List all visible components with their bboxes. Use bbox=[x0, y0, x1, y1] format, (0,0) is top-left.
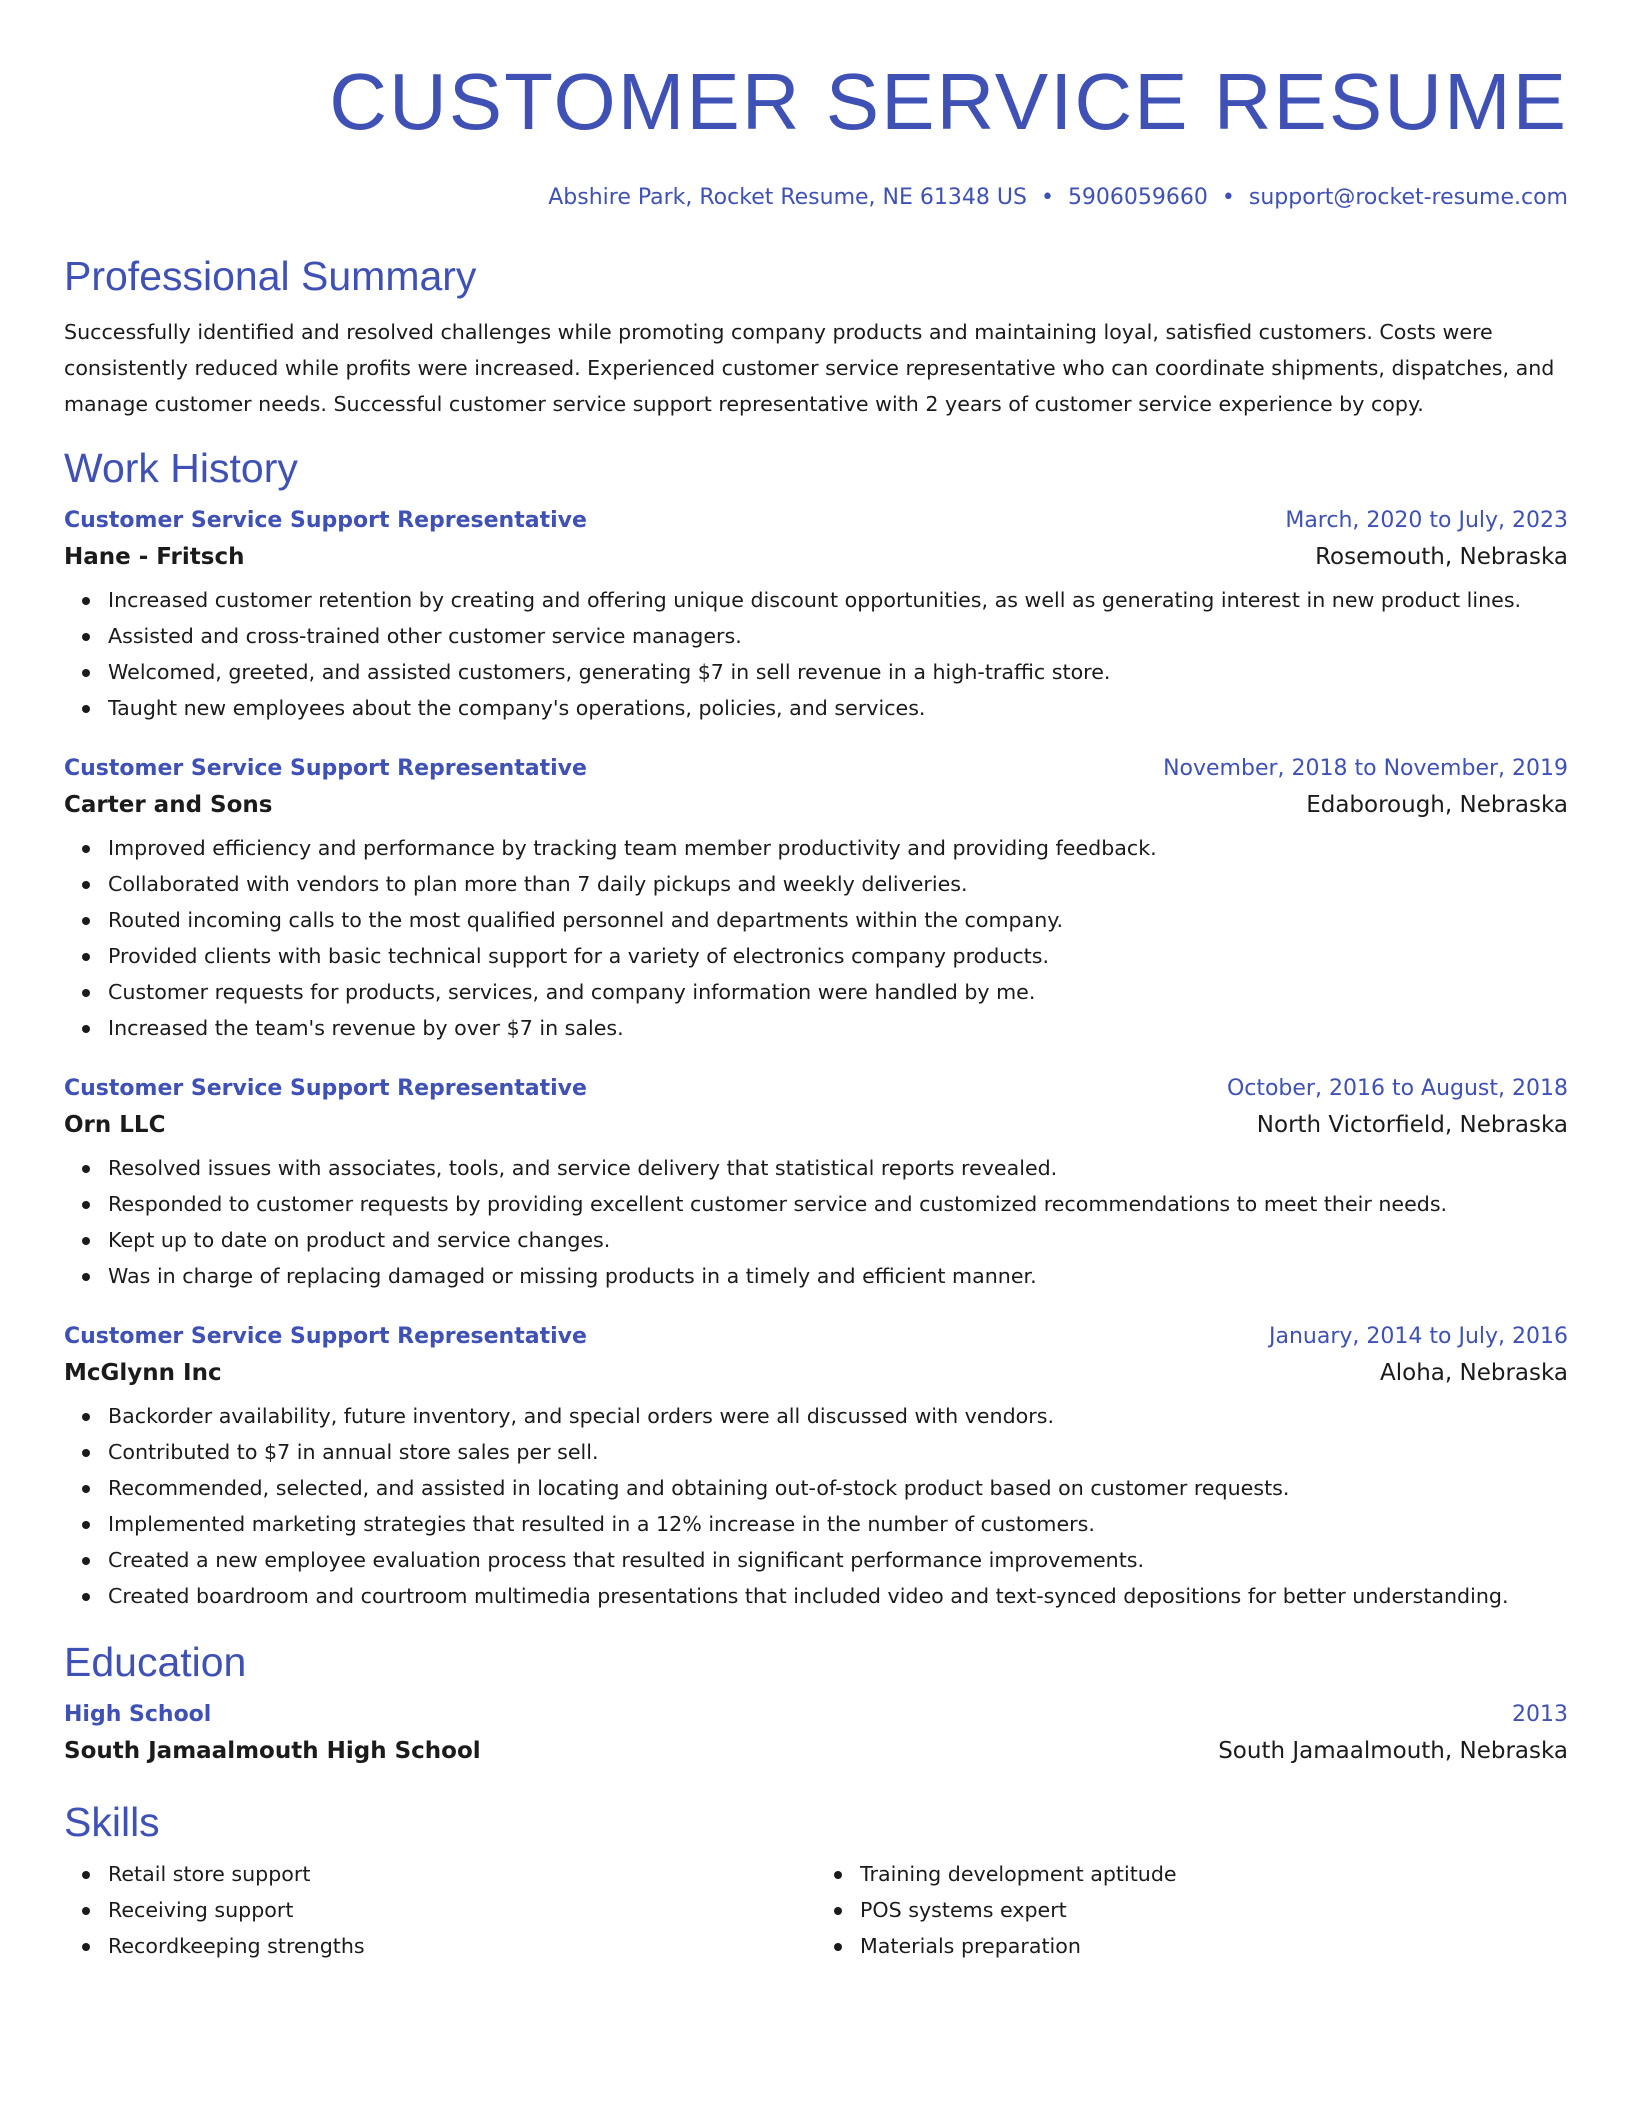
summary-text: Successfully identified and resolved challenges while promoting company products and maintaining loyal, satisfied customers. Costs were consistently reduced while profits were increased. Experienced customer service representative who can coordinate shipments, dispatches, and manage customer needs. Successful customer service support representative with 2 years of customer service experience by copy. bbox=[64, 320, 1555, 416]
list-item: Assisted and cross-trained other customer service managers. bbox=[108, 618, 1568, 654]
list-item: Taught new employees about the company's operations, policies, and services. bbox=[108, 690, 1568, 726]
contact-address: Abshire Park, Rocket Resume, NE 61348 US bbox=[548, 185, 1027, 210]
resume-header bbox=[64, 0, 1568, 212]
job-company: Hane - Fritsch bbox=[64, 544, 245, 570]
list-item: Collaborated with vendors to plan more than 7 daily pickups and weekly deliveries. bbox=[108, 866, 1568, 902]
skill-item: Receiving support bbox=[108, 1892, 816, 1928]
skills-left-column bbox=[64, 1856, 816, 1964]
resume-page bbox=[64, 0, 1568, 1964]
contact-line bbox=[64, 184, 1568, 212]
list-item: Routed incoming calls to the most qualified personnel and departments within the company. bbox=[108, 902, 1568, 938]
job-location: Rosemouth, Nebraska bbox=[1315, 544, 1568, 570]
job-role: Customer Service Support Representative bbox=[64, 756, 587, 781]
job-bullets bbox=[64, 830, 1568, 1046]
job-role: Customer Service Support Representative bbox=[64, 508, 587, 533]
job-company: McGlynn Inc bbox=[64, 1360, 222, 1386]
list-item: Created boardroom and courtroom multimedia presentations that included video and text-synced depositions for better understanding. bbox=[108, 1578, 1568, 1614]
list-item: Was in charge of replacing damaged or missing products in a timely and efficient manner. bbox=[108, 1258, 1568, 1294]
section-heading-work: Work History bbox=[64, 445, 298, 491]
list-item: Customer requests for products, services, and company information were handled by me. bbox=[108, 974, 1568, 1010]
section-heading-skills: Skills bbox=[64, 1799, 160, 1845]
job-entry bbox=[64, 1074, 1568, 1294]
education-section bbox=[64, 1638, 1568, 1768]
skill-item: Recordkeeping strengths bbox=[108, 1928, 816, 1964]
contact-separator: • bbox=[1221, 185, 1235, 210]
skill-item: POS systems expert bbox=[860, 1892, 1568, 1928]
job-location: North Victorfield, Nebraska bbox=[1256, 1112, 1568, 1138]
job-bullets bbox=[64, 1398, 1568, 1614]
job-company: Orn LLC bbox=[64, 1112, 166, 1138]
list-item: Increased the team's revenue by over $7 in sales. bbox=[108, 1010, 1568, 1046]
job-location: Edaborough, Nebraska bbox=[1306, 792, 1568, 818]
job-role: Customer Service Support Representative bbox=[64, 1076, 587, 1101]
job-dates: November, 2018 to November, 2019 bbox=[1163, 756, 1568, 781]
list-item: Resolved issues with associates, tools, and service delivery that statistical reports revealed. bbox=[108, 1150, 1568, 1186]
section-heading-education: Education bbox=[64, 1639, 247, 1685]
list-item: Provided clients with basic technical support for a variety of electronics company products. bbox=[108, 938, 1568, 974]
list-item: Improved efficiency and performance by tracking team member productivity and providing feedback. bbox=[108, 830, 1568, 866]
job-entry bbox=[64, 754, 1568, 1046]
skill-item: Materials preparation bbox=[860, 1928, 1568, 1964]
job-bullets bbox=[64, 1150, 1568, 1294]
list-item: Welcomed, greeted, and assisted customers, generating $7 in sell revenue in a high-traffic store. bbox=[108, 654, 1568, 690]
job-dates: March, 2020 to July, 2023 bbox=[1285, 508, 1568, 533]
job-role: Customer Service Support Representative bbox=[64, 1324, 587, 1349]
contact-separator: • bbox=[1040, 185, 1054, 210]
list-item: Responded to customer requests by providing excellent customer service and customized recommendations to meet their needs. bbox=[108, 1186, 1568, 1222]
contact-email[interactable]: support@rocket-resume.com bbox=[1248, 185, 1568, 210]
work-section bbox=[64, 444, 1568, 1614]
resume-title: CUSTOMER SERVICE RESUME bbox=[329, 57, 1568, 146]
skills-section bbox=[64, 1798, 1568, 1964]
skills-grid bbox=[64, 1856, 1568, 1964]
education-degree: High School bbox=[64, 1702, 212, 1727]
skills-right-column bbox=[816, 1856, 1568, 1964]
summary-section bbox=[64, 252, 1568, 422]
list-item: Implemented marketing strategies that resulted in a 12% increase in the number of customers. bbox=[108, 1506, 1568, 1542]
list-item: Increased customer retention by creating and offering unique discount opportunities, as well as generating interest in new product lines. bbox=[108, 582, 1568, 618]
skill-item: Retail store support bbox=[108, 1856, 816, 1892]
skill-item: Training development aptitude bbox=[860, 1856, 1568, 1892]
job-bullets bbox=[64, 582, 1568, 726]
education-school: South Jamaalmouth High School bbox=[64, 1738, 481, 1764]
list-item: Kept up to date on product and service changes. bbox=[108, 1222, 1568, 1258]
list-item: Backorder availability, future inventory, and special orders were all discussed with vendors. bbox=[108, 1398, 1568, 1434]
list-item: Contributed to $7 in annual store sales per sell. bbox=[108, 1434, 1568, 1470]
contact-phone: 5906059660 bbox=[1067, 185, 1208, 210]
list-item: Created a new employee evaluation process that resulted in significant performance improvements. bbox=[108, 1542, 1568, 1578]
job-dates: January, 2014 to July, 2016 bbox=[1269, 1324, 1568, 1349]
section-heading-summary: Professional Summary bbox=[64, 253, 477, 299]
job-location: Aloha, Nebraska bbox=[1380, 1360, 1568, 1386]
job-dates: October, 2016 to August, 2018 bbox=[1226, 1076, 1568, 1101]
job-company: Carter and Sons bbox=[64, 792, 273, 818]
job-entry bbox=[64, 1322, 1568, 1614]
list-item: Recommended, selected, and assisted in locating and obtaining out-of-stock product based on customer requests. bbox=[108, 1470, 1568, 1506]
education-location: South Jamaalmouth, Nebraska bbox=[1218, 1738, 1568, 1764]
education-year: 2013 bbox=[1512, 1702, 1568, 1727]
job-entry bbox=[64, 506, 1568, 726]
